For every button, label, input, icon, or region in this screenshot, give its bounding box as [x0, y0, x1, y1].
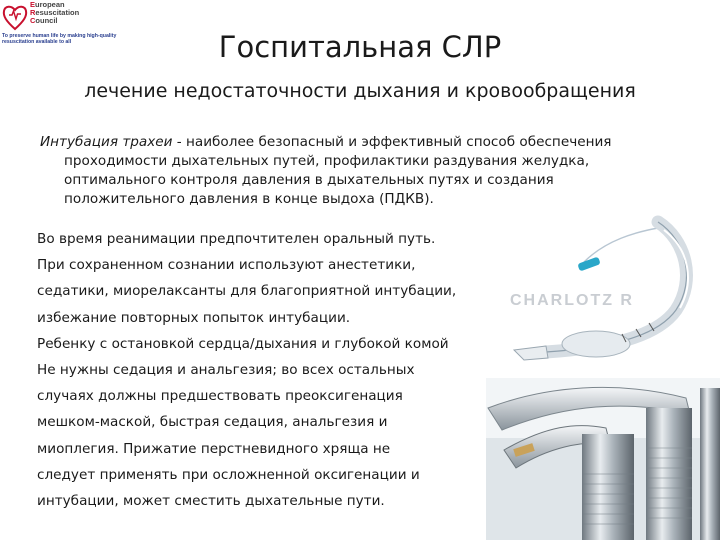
slide-subtitle: лечение недостаточности дыхания и кровообращения	[84, 80, 636, 102]
logo-wordmark: European Resuscitation Council	[30, 0, 80, 25]
body-line: избежание повторных попыток интубации.	[37, 309, 351, 326]
body-line: Ребенку с остановкой сердца/дыхания и глубокой комой	[37, 335, 449, 352]
body-line: При сохраненном сознании используют анестетики,	[37, 257, 416, 274]
body-line: мешком-маской, быстрая седация, анальгезия и	[37, 414, 388, 431]
tube-watermark: CHARLOTZ R	[510, 292, 634, 309]
endotracheal-tube-image	[486, 210, 720, 375]
body-line: следует применять при осложненной оксигенации и	[37, 466, 420, 483]
slide-title: Госпитальная СЛР	[218, 30, 502, 64]
body-text	[37, 226, 507, 514]
body-line: миоплегия. Прижатие перстневидного хряща не	[37, 440, 391, 457]
laryngoscope-image	[486, 378, 720, 540]
intro-line: оптимального контроля давления в дыхательных путях и создания	[64, 172, 554, 188]
intro-term: Интубация трахеи	[40, 134, 173, 150]
erc-heart-icon	[2, 2, 28, 32]
logo-tagline: To preserve human life by making high-quality resuscitation available to all	[2, 33, 117, 45]
intro-line: проходимости дыхательных путей, профилактики раздувания желудка,	[64, 153, 590, 169]
body-line: Не нужны седация и анальгезия; во всех остальных	[37, 361, 415, 378]
body-line: седатики, миорелаксанты для благоприятной интубации,	[37, 283, 457, 300]
intro-paragraph	[40, 133, 680, 209]
body-line: интубации, может сместить дыхательные пути.	[37, 492, 385, 509]
intro-first-line: - наиболее безопасный и эффективный способ обеспечения	[172, 134, 612, 150]
intro-line: положительного давления в конце выдоха (ПДКВ).	[64, 191, 434, 207]
body-line: случаях должны предшествовать преоксигенация	[37, 388, 403, 405]
body-line: Во время реанимации предпочтителен оральный путь.	[37, 231, 436, 247]
